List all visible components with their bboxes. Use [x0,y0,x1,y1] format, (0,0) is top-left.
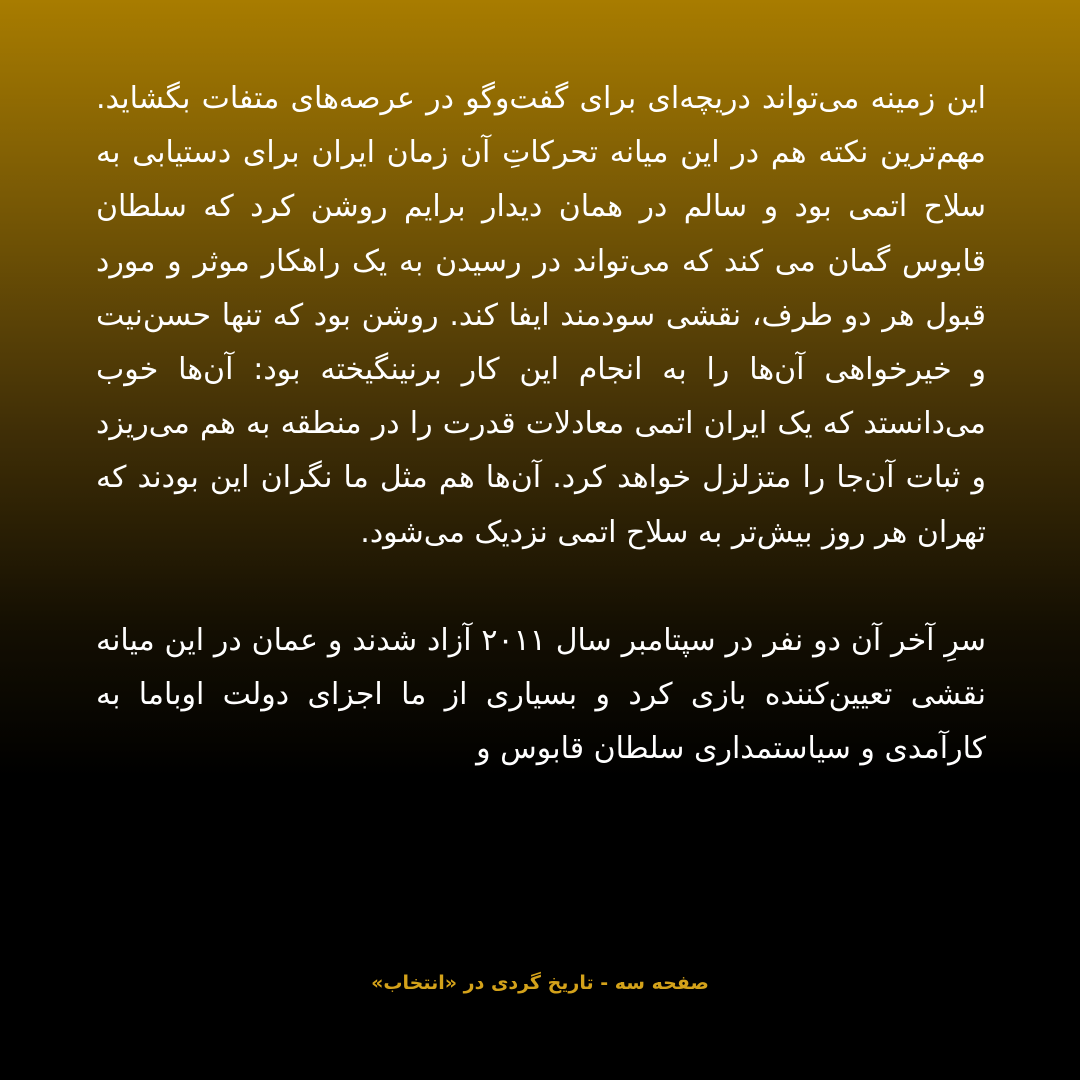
page-footer-caption: صفحه سه - تاریخ گردی در «انتخاب» [371,972,709,994]
article-paragraph: سرِ آخر آن دو نفر در سپتامبر سال ۲۰۱۱ آزاد شدند و عمان در این میانه نقشی تعیین‌کننده بازی کرد و بسیاری از ما اجزای دولت اوباما به کارآمدی و سیاستمداری سلطان قابوس و [96,622,986,767]
article-body [96,72,986,776]
article-paragraph: این زمینه می‌تواند دریچه‌ای برای گفت‌وگو در عرصه‌های متفات بگشاید. مهم‌ترین نکته هم در این میانه تحرکاتِ آن زمان ایران برای دستیابی به سلاح اتمی بود و سالم در همان دیدار برایم روشن کرد که سلطان قابوس گمان می کند که می‌تواند در رسیدن به یک راهکار موثر و مورد قبول هر دو طرف، نقشی سودمند ایفا کند. روشن بود که تنها حسن‌نیت و خیرخواهی آن‌ها را به انجام این کار برنینگیخته بود: آن‌ها خوب می‌دانستد که یک ایران اتمی معادلات قدرت را در منطقه به هم می‌ریزد و ثبات آن‌جا را متزلزل خواهد کرد. آن‌ها هم مثل ما نگران این بودند که تهران هر روز بیش‌تر به سلاح اتمی نزدیک می‌شود. [96,81,986,550]
